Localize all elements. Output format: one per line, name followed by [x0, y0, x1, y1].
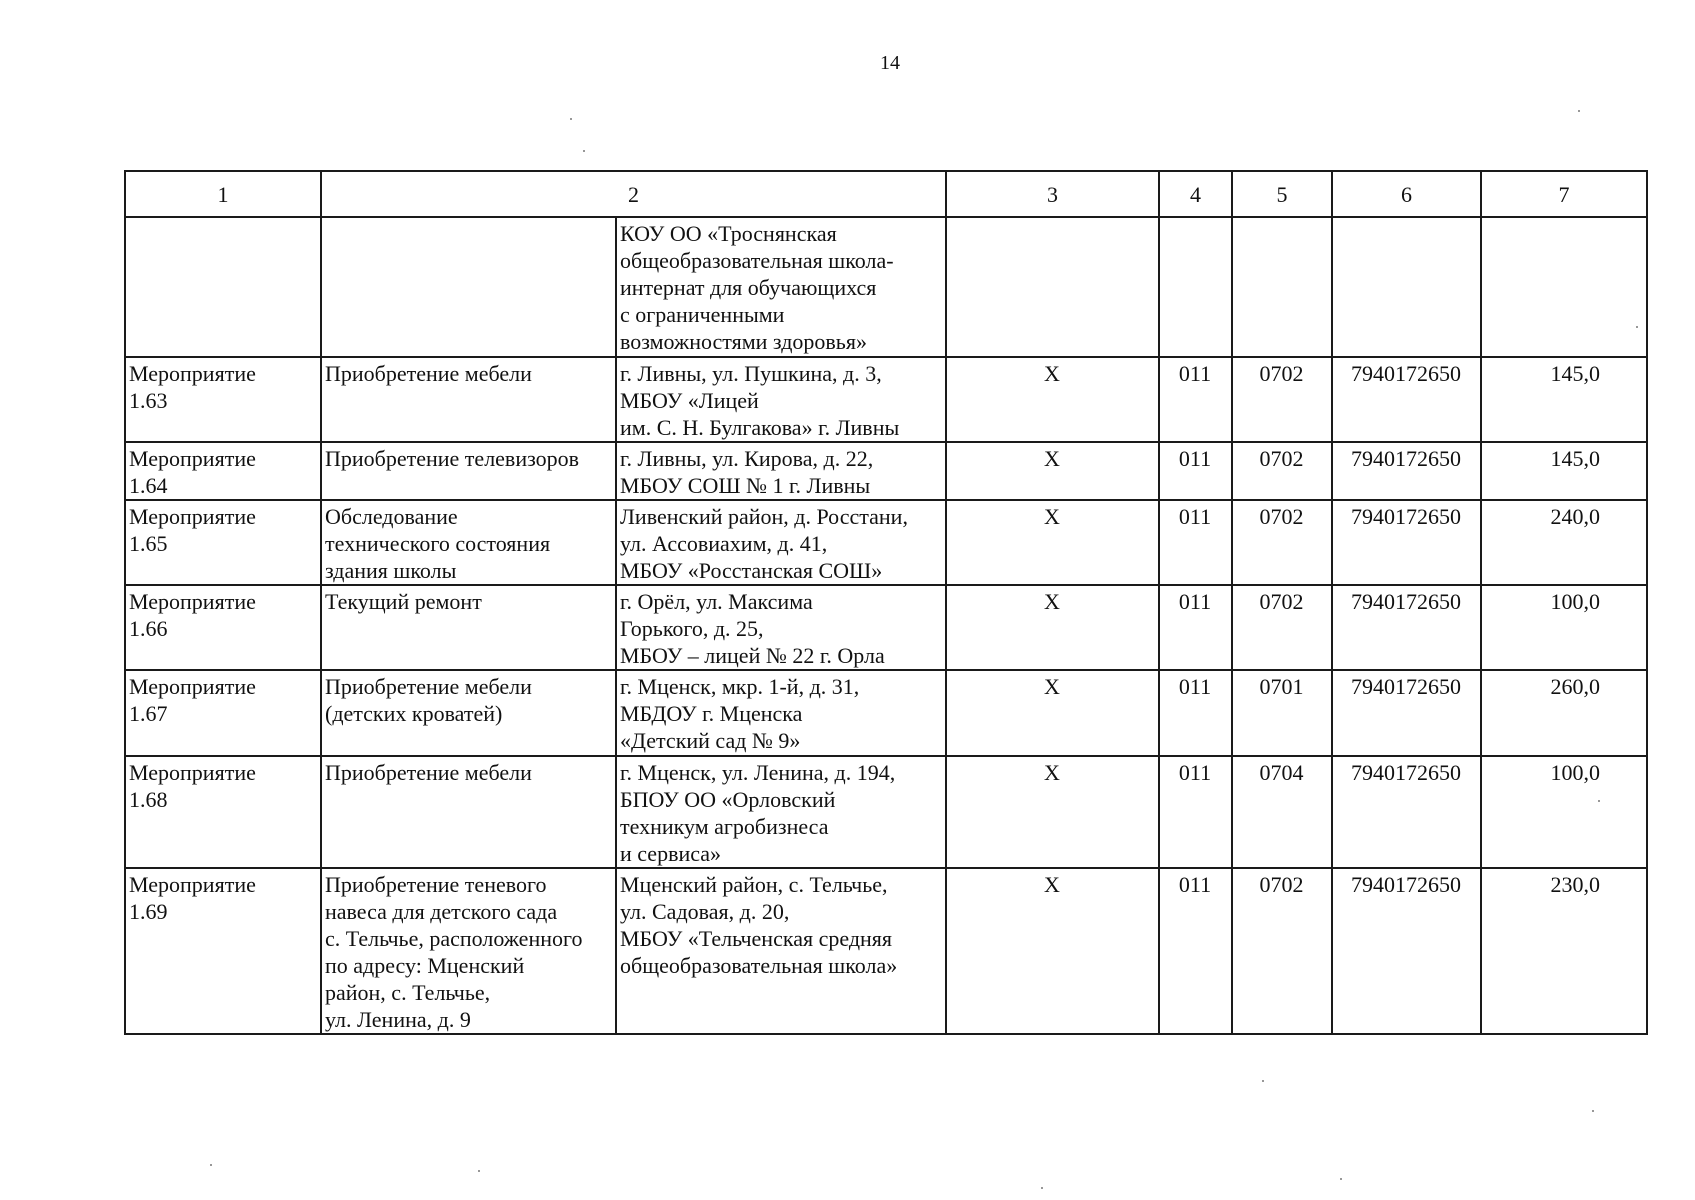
event-cell — [125, 756, 321, 868]
address-cell-line: МБДОУ г. Мценска — [620, 701, 803, 726]
event-cell-line: Мероприятие — [129, 361, 256, 386]
table-row — [125, 868, 1647, 1034]
section-code-cell: 0704 — [1232, 756, 1332, 868]
event-cell — [125, 585, 321, 670]
name-cell-line: (детских кроватей) — [325, 701, 503, 726]
section-code-cell: 0702 — [1232, 868, 1332, 1034]
address-cell-line: возможностями здоровья» — [620, 329, 867, 354]
address-cell-line: Мценский район, с. Тельчье, — [620, 872, 888, 897]
section-code-cell: 0701 — [1232, 670, 1332, 756]
table-row — [125, 670, 1647, 756]
section-code-cell — [1232, 217, 1332, 357]
address-cell-line: МБОУ – лицей № 22 г. Орла — [620, 643, 885, 668]
name-cell-line: ул. Ленина, д. 9 — [325, 1007, 471, 1032]
event-cell-line: 1.65 — [129, 531, 168, 556]
marker-cell: Х — [946, 500, 1159, 585]
event-cell-line: 1.63 — [129, 388, 168, 413]
event-cell — [125, 868, 321, 1034]
target-code-cell — [1332, 217, 1481, 357]
header-cell-2: 2 — [321, 171, 946, 217]
event-cell-line: 1.69 — [129, 899, 168, 924]
address-cell-line: МБОУ «Лицей — [620, 388, 759, 413]
address-cell-line: общеобразовательная школа» — [620, 953, 898, 978]
event-cell-line: Мероприятие — [129, 760, 256, 785]
address-cell-line: МБОУ «Росстанская СОШ» — [620, 558, 883, 583]
event-cell — [125, 442, 321, 500]
event-cell — [125, 357, 321, 442]
address-cell-line: общеобразовательная школа- — [620, 248, 894, 273]
event-cell-line: 1.66 — [129, 616, 168, 641]
address-cell-line: Ливенский район, д. Росстани, — [620, 504, 908, 529]
name-cell-line: Приобретение мебели — [325, 760, 532, 785]
marker-cell: Х — [946, 357, 1159, 442]
event-cell-line: 1.64 — [129, 473, 168, 498]
table-row — [125, 585, 1647, 670]
address-cell-line: КОУ ОО «Троснянская — [620, 221, 837, 246]
address-cell-line: МБОУ «Тельченская средняя — [620, 926, 893, 951]
address-cell-line: г. Ливны, ул. Пушкина, д. 3, — [620, 361, 882, 386]
event-cell-line: Мероприятие — [129, 589, 256, 614]
name-cell-line: район, с. Тельчье, — [325, 980, 491, 1005]
address-cell — [616, 442, 946, 500]
address-cell-line: «Детский сад № 9» — [620, 728, 801, 753]
amount-cell: 145,0 — [1481, 357, 1647, 442]
page-number: 14 — [880, 52, 900, 74]
name-cell — [321, 357, 616, 442]
event-cell — [125, 217, 321, 357]
address-cell-line: ул. Садовая, д. 20, — [620, 899, 790, 924]
amount-cell: 260,0 — [1481, 670, 1647, 756]
table-row — [125, 357, 1647, 442]
address-cell — [616, 357, 946, 442]
section-code-cell: 0702 — [1232, 442, 1332, 500]
event-cell-line: 1.67 — [129, 701, 168, 726]
address-cell — [616, 217, 946, 357]
address-cell-line: интернат для обучающихся — [620, 275, 877, 300]
amount-cell: 230,0 — [1481, 868, 1647, 1034]
address-cell-line: и сервиса» — [620, 841, 722, 866]
marker-cell: Х — [946, 756, 1159, 868]
name-cell-line: навеса для детского сада — [325, 899, 558, 924]
event-cell — [125, 500, 321, 585]
name-cell — [321, 868, 616, 1034]
code-cell: 011 — [1159, 670, 1232, 756]
address-cell-line: Горького, д. 25, — [620, 616, 764, 641]
event-cell-line: Мероприятие — [129, 872, 256, 897]
header-cell-3: 3 — [946, 171, 1159, 217]
event-cell-line: Мероприятие — [129, 504, 256, 529]
address-cell — [616, 500, 946, 585]
amount-cell: 100,0 — [1481, 756, 1647, 868]
code-cell: 011 — [1159, 585, 1232, 670]
event-cell-line: 1.68 — [129, 787, 168, 812]
name-cell-line: Приобретение мебели — [325, 674, 532, 699]
marker-cell: Х — [946, 585, 1159, 670]
section-code-cell: 0702 — [1232, 585, 1332, 670]
table-body — [125, 217, 1647, 1034]
code-cell: 011 — [1159, 756, 1232, 868]
amount-cell — [1481, 217, 1647, 357]
code-cell: 011 — [1159, 868, 1232, 1034]
name-cell-line: здания школы — [325, 558, 457, 583]
address-cell-line: г. Ливны, ул. Кирова, д. 22, — [620, 446, 874, 471]
event-cell-line: Мероприятие — [129, 446, 256, 471]
address-cell-line: МБОУ СОШ № 1 г. Ливны — [620, 473, 871, 498]
name-cell-line: по адресу: Мценский — [325, 953, 525, 978]
address-cell-line: им. С. Н. Булгакова» г. Ливны — [620, 415, 900, 440]
marker-cell: Х — [946, 868, 1159, 1034]
target-code-cell: 7940172650 — [1332, 756, 1481, 868]
name-cell — [321, 585, 616, 670]
code-cell: 011 — [1159, 500, 1232, 585]
address-cell-line: техникум агробизнеса — [620, 814, 829, 839]
address-cell-line: ул. Ассовиахим, д. 41, — [620, 531, 828, 556]
section-code-cell: 0702 — [1232, 357, 1332, 442]
address-cell — [616, 585, 946, 670]
name-cell-line: с. Тельчье, расположенного — [325, 926, 583, 951]
name-cell — [321, 442, 616, 500]
code-cell: 011 — [1159, 442, 1232, 500]
marker-cell: Х — [946, 442, 1159, 500]
header-cell-5: 5 — [1232, 171, 1332, 217]
address-cell-line: г. Орёл, ул. Максима — [620, 589, 813, 614]
name-cell — [321, 756, 616, 868]
name-cell-line: Обследование — [325, 504, 458, 529]
target-code-cell: 7940172650 — [1332, 585, 1481, 670]
name-cell — [321, 500, 616, 585]
name-cell-line: Текущий ремонт — [325, 589, 482, 614]
code-cell: 011 — [1159, 357, 1232, 442]
budget-table — [124, 170, 1648, 1035]
target-code-cell: 7940172650 — [1332, 868, 1481, 1034]
table-row — [125, 500, 1647, 585]
code-cell — [1159, 217, 1232, 357]
amount-cell: 240,0 — [1481, 500, 1647, 585]
address-cell-line: БПОУ ОО «Орловский — [620, 787, 836, 812]
name-cell-line: технического состояния — [325, 531, 551, 556]
name-cell-line: Приобретение телевизоров — [325, 446, 580, 471]
target-code-cell: 7940172650 — [1332, 500, 1481, 585]
address-cell-line: г. Мценск, мкр. 1-й, д. 31, — [620, 674, 860, 699]
address-cell — [616, 756, 946, 868]
target-code-cell: 7940172650 — [1332, 357, 1481, 442]
marker-cell: Х — [946, 670, 1159, 756]
event-cell — [125, 670, 321, 756]
address-cell — [616, 670, 946, 756]
section-code-cell: 0702 — [1232, 500, 1332, 585]
header-cell-7: 7 — [1481, 171, 1647, 217]
table-row — [125, 217, 1647, 357]
amount-cell: 100,0 — [1481, 585, 1647, 670]
amount-cell: 145,0 — [1481, 442, 1647, 500]
name-cell — [321, 217, 616, 357]
target-code-cell: 7940172650 — [1332, 670, 1481, 756]
name-cell-line: Приобретение теневого — [325, 872, 547, 897]
table-row — [125, 756, 1647, 868]
header-cell-4: 4 — [1159, 171, 1232, 217]
address-cell-line: г. Мценск, ул. Ленина, д. 194, — [620, 760, 896, 785]
header-cell-1: 1 — [125, 171, 321, 217]
event-cell-line: Мероприятие — [129, 674, 256, 699]
marker-cell — [946, 217, 1159, 357]
header-cell-6: 6 — [1332, 171, 1481, 217]
target-code-cell: 7940172650 — [1332, 442, 1481, 500]
name-cell — [321, 670, 616, 756]
address-cell-line: с ограниченными — [620, 302, 785, 327]
table-row — [125, 442, 1647, 500]
address-cell — [616, 868, 946, 1034]
name-cell-line: Приобретение мебели — [325, 361, 532, 386]
header-row — [125, 171, 1647, 217]
